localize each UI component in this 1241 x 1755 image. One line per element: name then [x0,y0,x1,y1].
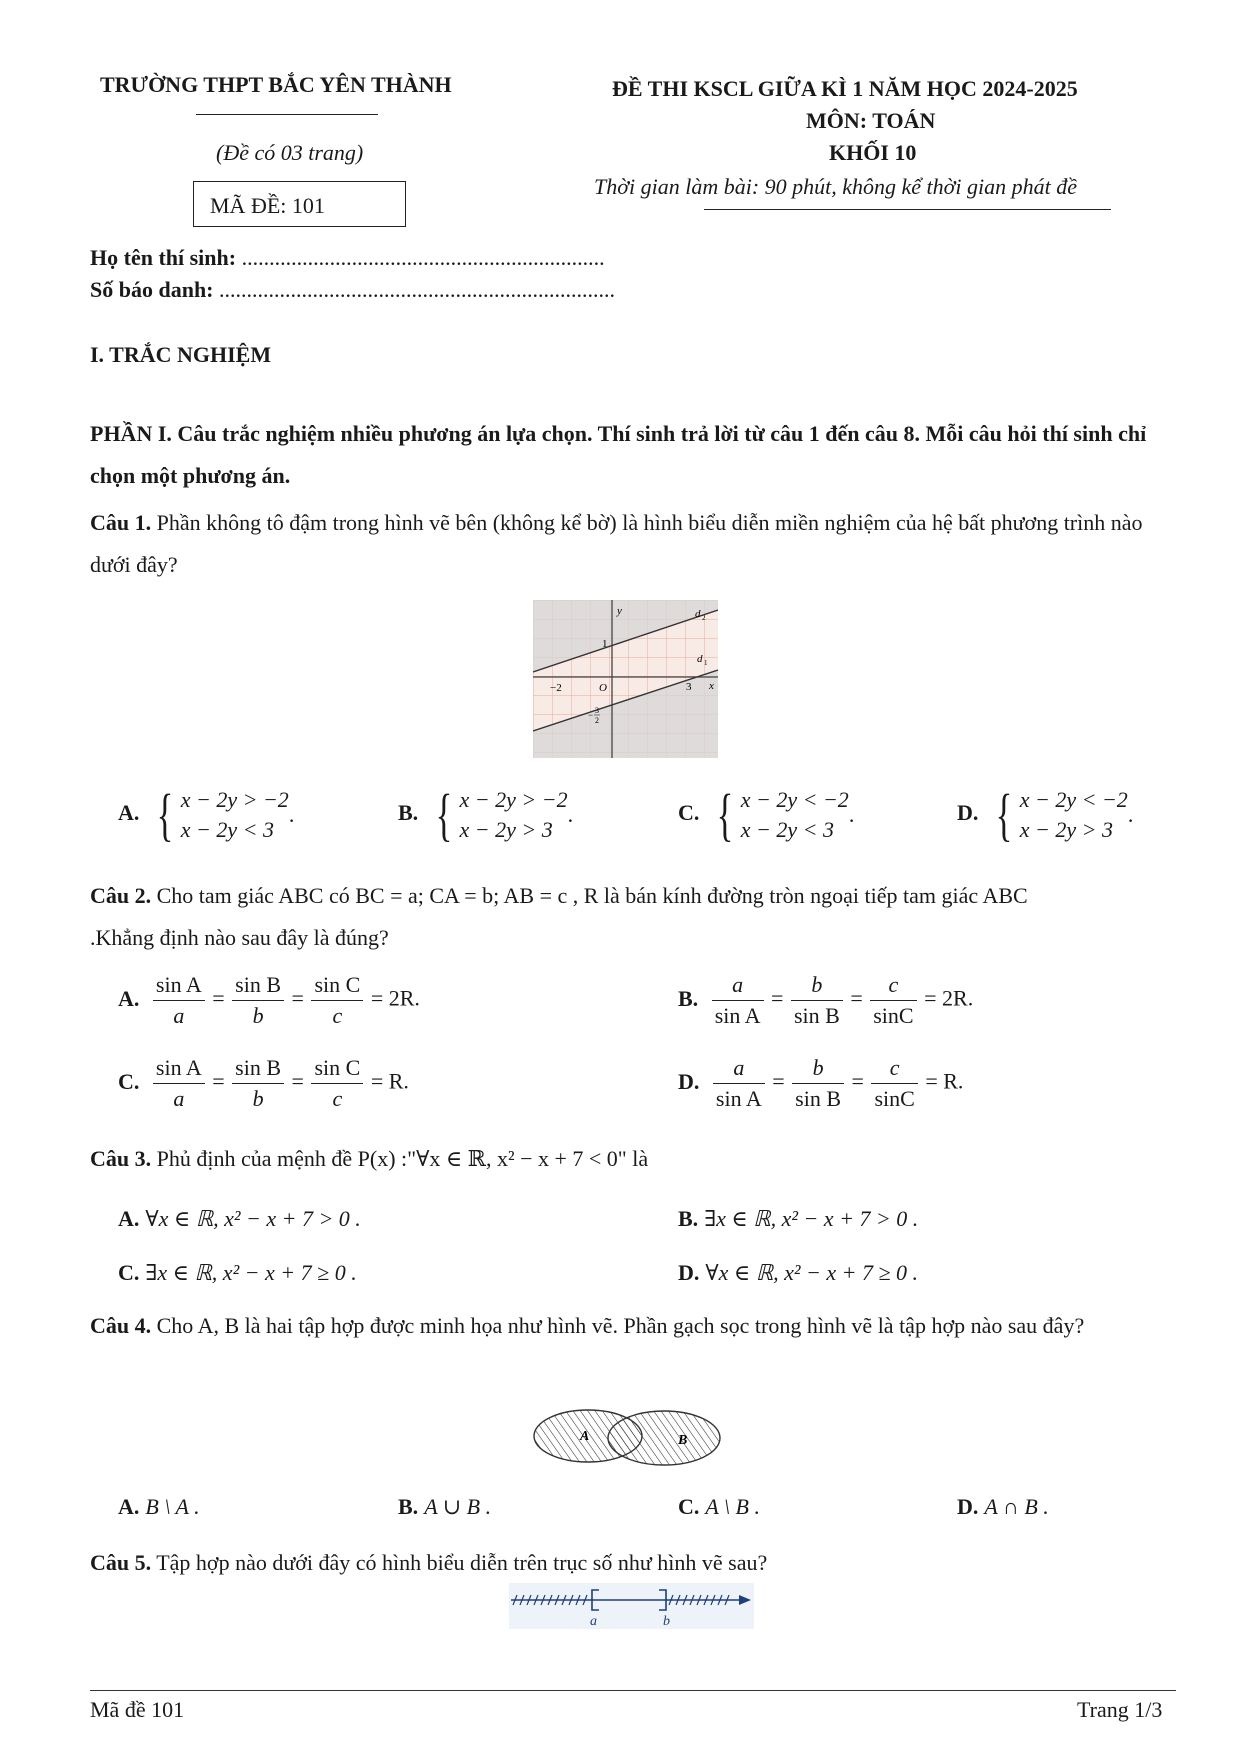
option-text: A ∪ B . [424,1494,492,1519]
q2-option-a[interactable] [118,972,420,1029]
question-4 [90,1305,1175,1347]
eq-sign: = [772,1068,785,1094]
q4-option-a[interactable] [118,1494,200,1520]
tick-1: 1 [602,638,608,650]
pages-note: (Đề có 03 trang) [216,140,364,165]
tick-minus-sign: − [588,710,594,720]
set-b-label: B [678,1433,688,1448]
question-label: Câu 3. [90,1146,152,1171]
option-text: A ∩ B . [984,1494,1049,1519]
tail: = R. [925,1068,964,1094]
frac-den: sin A [715,1086,762,1111]
question-text: Phủ định của mệnh đề P(x) :"∀x ∈ ℝ, x² − x + 7 < 0" là [151,1146,649,1171]
q4-option-b[interactable] [398,1494,491,1520]
d1-label: d [697,653,703,665]
question-label: Câu 4. [90,1313,152,1338]
option-text: A \ B . [705,1494,760,1519]
option-label: A. [118,1494,140,1519]
q2-option-d[interactable] [678,1055,963,1112]
frac-den: a [173,1003,185,1028]
option-text: ∀x ∈ ℝ, x² − x + 7 ≥ 0 . [705,1260,919,1285]
row2: x − 2y < 3 [740,817,834,842]
y-label: y [617,605,622,617]
row2: x − 2y > 3 [1019,817,1113,842]
question-label: Câu 1. [90,510,152,535]
question-label: Câu 2. [90,883,152,908]
tick-frac-num: 3 [595,706,599,715]
option-label: A. [118,985,140,1011]
d1-sub: 1 [704,659,708,667]
frac-num: sin B [232,972,284,1001]
tick-3: 3 [686,681,692,693]
option-label: B. [398,1494,419,1519]
frac-num: a [712,972,764,1001]
question-3 [90,1138,1175,1180]
q3-option-d[interactable] [678,1260,918,1286]
option-label: C. [678,1494,700,1519]
option-text: ∀x ∈ ℝ, x² − x + 7 > 0 . [145,1206,361,1231]
frac-num: sin A [153,1055,205,1084]
label-a: a [590,1614,597,1629]
option-label: A. [118,1206,140,1231]
d2-sub: 2 [702,614,706,622]
frac-num: c [870,972,916,1001]
question-label: Câu 5. [90,1550,152,1575]
q4-option-c[interactable] [678,1494,760,1520]
q3-option-c[interactable] [118,1260,357,1286]
school-name: TRƯỜNG THPT BẮC YÊN THÀNH [100,72,452,97]
eq-sign: = [771,985,784,1011]
frac-den: a [173,1086,185,1111]
eq-sign: = [851,1068,864,1094]
question-text: Phần không tô đậm trong hình vẽ bên (không kể bờ) là hình biểu diễn miền nghiệm của hệ bất phương trình nào dưới đây? [90,510,1143,577]
frac-num: sin B [232,1055,284,1084]
option-label: C. [118,1260,140,1285]
option-label: D. [957,1494,979,1519]
number-line-svg [509,1583,754,1629]
time-limit: Thời gian làm bài: 90 phút, không kể thời gian phát đề [594,174,1078,199]
frac-num: sin A [153,972,205,1001]
frac-den: c [332,1003,343,1028]
tail: = R. [370,1068,409,1094]
candidate-id-label: Số báo danh: [90,277,214,302]
subject: MÔN: TOÁN [806,108,936,133]
school-underline [196,114,378,115]
option-label: D. [678,1068,700,1094]
frac-den: c [332,1086,343,1111]
frac-den: sinC [874,1086,915,1111]
row1: x − 2y < −2 [740,787,849,812]
tail: = 2R. [370,985,420,1011]
frac-num: b [792,1055,844,1084]
set-a-label: A [580,1429,590,1444]
d2-label: d [695,608,701,620]
candidate-name-line [90,245,605,271]
time-underline [704,209,1111,210]
tick-minus2: −2 [550,682,562,694]
candidate-id-dots: ........................................................................ [219,277,616,302]
q1-option-c[interactable]: C. { x − 2y < −2 x − 2y < 3 . [678,782,855,847]
question-5 [90,1542,1175,1584]
q1-graph-svg [533,600,718,758]
row1: x − 2y > −2 [180,787,289,812]
eq-sign: = [850,985,863,1011]
frac-den: sinC [873,1003,914,1028]
q1-graph [533,600,718,758]
tick-frac-den: 2 [595,716,599,725]
q1-option-a[interactable]: A. { x − 2y > −2 x − 2y < 3 . [118,782,295,847]
exam-code: MÃ ĐỀ: 101 [210,193,325,218]
set-b-ellipse [608,1411,720,1465]
candidate-id-line [90,277,615,303]
option-label: D. [678,1260,700,1285]
option-text: B \ A . [145,1494,200,1519]
q1-option-b[interactable]: B. { x − 2y > −2 x − 2y > 3 . [398,782,574,847]
origin-label: O [599,682,607,694]
footer-rule [90,1690,1176,1691]
footer-page-number: Trang 1/3 [1077,1697,1163,1722]
q5-number-line [509,1583,754,1629]
frac-den: sin A [714,1003,761,1028]
q2-option-c[interactable] [118,1055,409,1112]
exam-title: ĐỀ THI KSCL GIỮA KÌ 1 NĂM HỌC 2024-2025 [612,76,1078,101]
option-label: B. [398,800,419,826]
candidate-name-label: Họ tên thí sinh: [90,245,237,270]
option-label: B. [678,985,699,1011]
option-label: D. [957,800,979,826]
option-label: A. [118,800,140,826]
frac-den: b [252,1003,264,1028]
q4-venn-diagram [532,1405,732,1469]
venn-svg [532,1405,732,1469]
frac-num: a [713,1055,765,1084]
q1-option-d[interactable]: D. { x − 2y < −2 x − 2y > 3 . [957,782,1134,847]
q3-option-b[interactable] [678,1206,918,1232]
question-text: Cho A, B là hai tập hợp được minh họa như hình vẽ. Phần gạch sọc trong hình vẽ là tập hợp nào sau đây? [151,1313,1085,1338]
section-title: I. TRẮC NGHIỆM [90,342,272,367]
eq-sign: = [291,985,304,1011]
frac-den: sin B [793,1003,840,1028]
frac-den: sin B [795,1086,842,1111]
tail: = 2R. [924,985,974,1011]
question-text: Cho tam giác ABC có BC = a; CA = b; AB = c , R là bán kính đường tròn ngoại tiếp tam giác ABC [151,883,1028,908]
question-1 [90,502,1175,586]
q2-option-b[interactable] [678,972,973,1029]
frac-den: b [252,1086,264,1111]
frac-num: sin C [311,1055,363,1084]
question-2 [90,875,1175,959]
row1: x − 2y < −2 [1019,787,1128,812]
option-text: ∃x ∈ ℝ, x² − x + 7 > 0 . [704,1206,919,1231]
eq-sign: = [212,1068,225,1094]
label-b: b [663,1614,670,1629]
option-label: C. [118,1068,140,1094]
option-label: C. [678,800,700,826]
eq-sign: = [212,985,225,1011]
frac-num: c [871,1055,917,1084]
question-text-cont: .Khẳng định nào sau đây là đúng? [90,925,389,950]
frac-num: b [791,972,843,1001]
question-text: Tập hợp nào dưới đây có hình biểu diễn trên trục số như hình vẽ sau? [151,1550,768,1575]
row1: x − 2y > −2 [459,787,568,812]
grade: KHỐI 10 [829,140,917,165]
frac-num: sin C [311,972,363,1001]
row2: x − 2y < 3 [180,817,274,842]
footer-exam-code: Mã đề 101 [90,1697,185,1722]
q4-option-d[interactable] [957,1494,1049,1520]
q3-option-a[interactable] [118,1206,361,1232]
part1-instructions: PHẦN I. Câu trắc nghiệm nhiều phương án lựa chọn. Thí sinh trả lời từ câu 1 đến câu 8. Mỗi câu hỏi thí sinh chỉ chọn một phương án. [90,421,1147,488]
x-label: x [709,680,714,692]
option-label: B. [678,1206,699,1231]
candidate-name-dots: .................................................................. [241,245,605,270]
row2: x − 2y > 3 [459,817,553,842]
eq-sign: = [291,1068,304,1094]
option-text: ∃x ∈ ℝ, x² − x + 7 ≥ 0 . [145,1260,357,1285]
